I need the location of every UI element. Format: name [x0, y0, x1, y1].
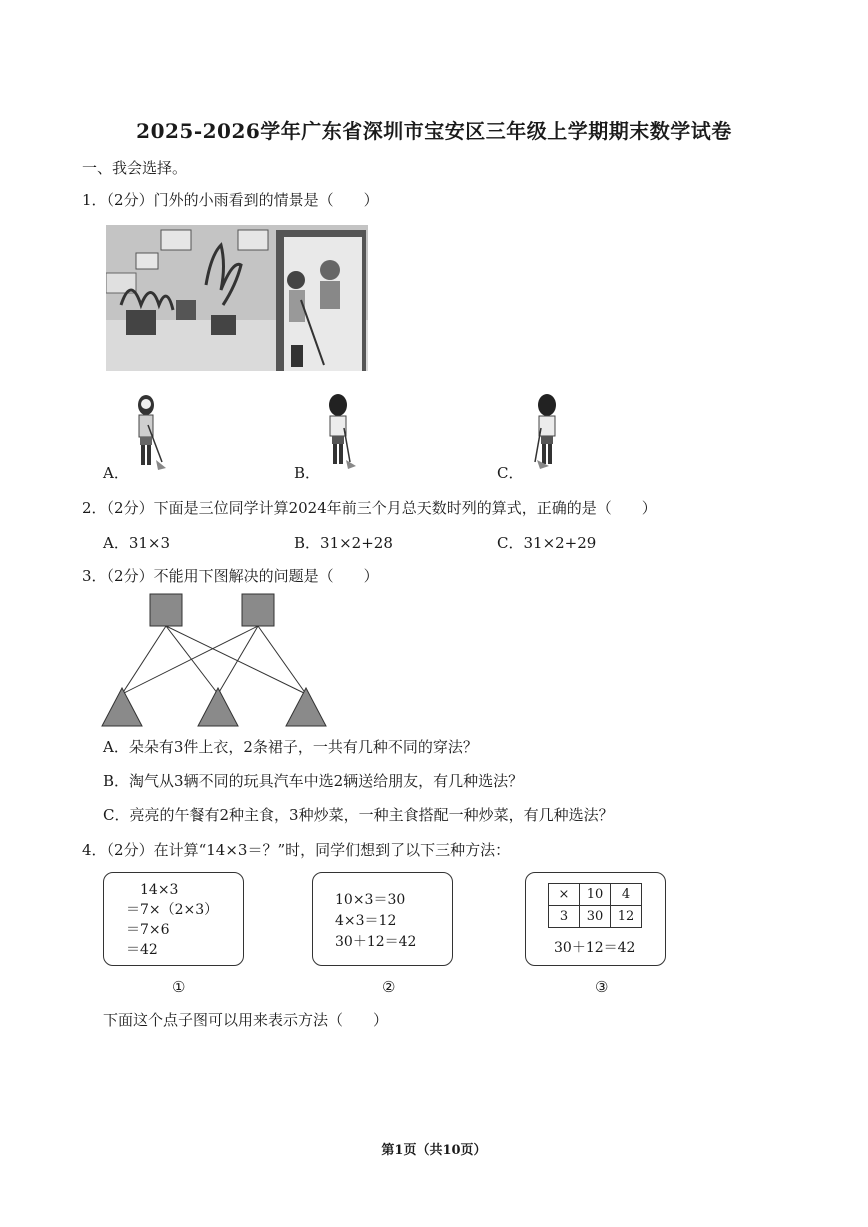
grid-product-tens: 30: [580, 906, 611, 928]
q2-option-b[interactable]: B．31×2+28: [294, 534, 393, 552]
method-2-line-3: 30＋12＝42: [335, 934, 417, 950]
grid-product-ones: 12: [611, 906, 642, 928]
q3-option-c[interactable]: C．亮亮的午餐有2种主食，3种炒菜，一种主食搭配一种炒菜，有几种选法？: [103, 806, 614, 824]
grid-header-ones: 4: [611, 884, 642, 906]
section-heading: 一、我会选择。: [82, 159, 188, 177]
girl-figure-a: [128, 390, 168, 470]
method-3-sum: 30＋12＝42: [554, 940, 636, 956]
q1-option-a[interactable]: A．: [103, 464, 129, 482]
girl-figure-b: [320, 390, 360, 470]
scene-illustration: [106, 225, 368, 371]
page-title: 2025-2026学年广东省深圳市宝安区三年级上学期期末数学试卷: [136, 119, 732, 143]
method-label-2: ②: [382, 978, 396, 996]
grid-header-op: ×: [549, 884, 580, 906]
method-2-line-1: 10×3＝30: [335, 892, 406, 908]
triangle-node-1: [102, 688, 142, 726]
multiplication-grid: [548, 883, 642, 928]
q3-option-b[interactable]: B．淘气从3辆不同的玩具汽车中选2辆送给朋友，有几种选法？: [103, 772, 524, 790]
question-2-stem: 2．（2分）下面是三位同学计算2024年前三个月总天数时列的算式，正确的是（ ）: [82, 499, 657, 517]
method-1-line-1: 14×3: [140, 882, 179, 898]
triangle-node-3: [286, 688, 326, 726]
q3-option-a[interactable]: A．朵朵有3件上衣，2条裙子，一共有几种不同的穿法？: [103, 738, 478, 756]
question-4-follow-up: 下面这个点子图可以用来表示方法（ ）: [103, 1011, 389, 1029]
grid-header-tens: 10: [580, 884, 611, 906]
triangle-node-2: [198, 688, 238, 726]
method-1-line-4: ＝42: [126, 942, 158, 958]
q1-option-c[interactable]: C．: [497, 464, 524, 482]
q1-option-b[interactable]: B．: [294, 464, 321, 482]
question-4-stem: 4．（2分）在计算“14×3＝？”时，同学们想到了以下三种方法：: [82, 841, 511, 859]
square-node-1: [150, 594, 182, 626]
method-1-box: [103, 872, 244, 966]
method-3-box: [525, 872, 666, 966]
matching-diagram: [100, 590, 332, 730]
method-label-3: ③: [595, 978, 609, 996]
scene-svg: [106, 225, 368, 371]
q2-option-c[interactable]: C．31×2+29: [497, 534, 597, 552]
question-3-stem: 3．（2分）不能用下图解决的问题是（ ）: [82, 567, 379, 585]
grid-row-factor: 3: [549, 906, 580, 928]
question-1-stem: 1．（2分）门外的小雨看到的情景是（ ）: [82, 191, 379, 209]
girl-figure-c: [527, 390, 567, 470]
q2-option-a[interactable]: A．31×3: [103, 534, 171, 552]
method-2-line-2: 4×3＝12: [335, 913, 397, 929]
square-node-2: [242, 594, 274, 626]
method-2-box: [312, 872, 453, 966]
method-label-1: ①: [172, 978, 186, 996]
page-footer: 第1页（共10页）: [381, 1143, 487, 1158]
method-1-line-3: ＝7×6: [126, 922, 170, 938]
method-1-line-2: ＝7×（2×3）: [126, 902, 219, 918]
